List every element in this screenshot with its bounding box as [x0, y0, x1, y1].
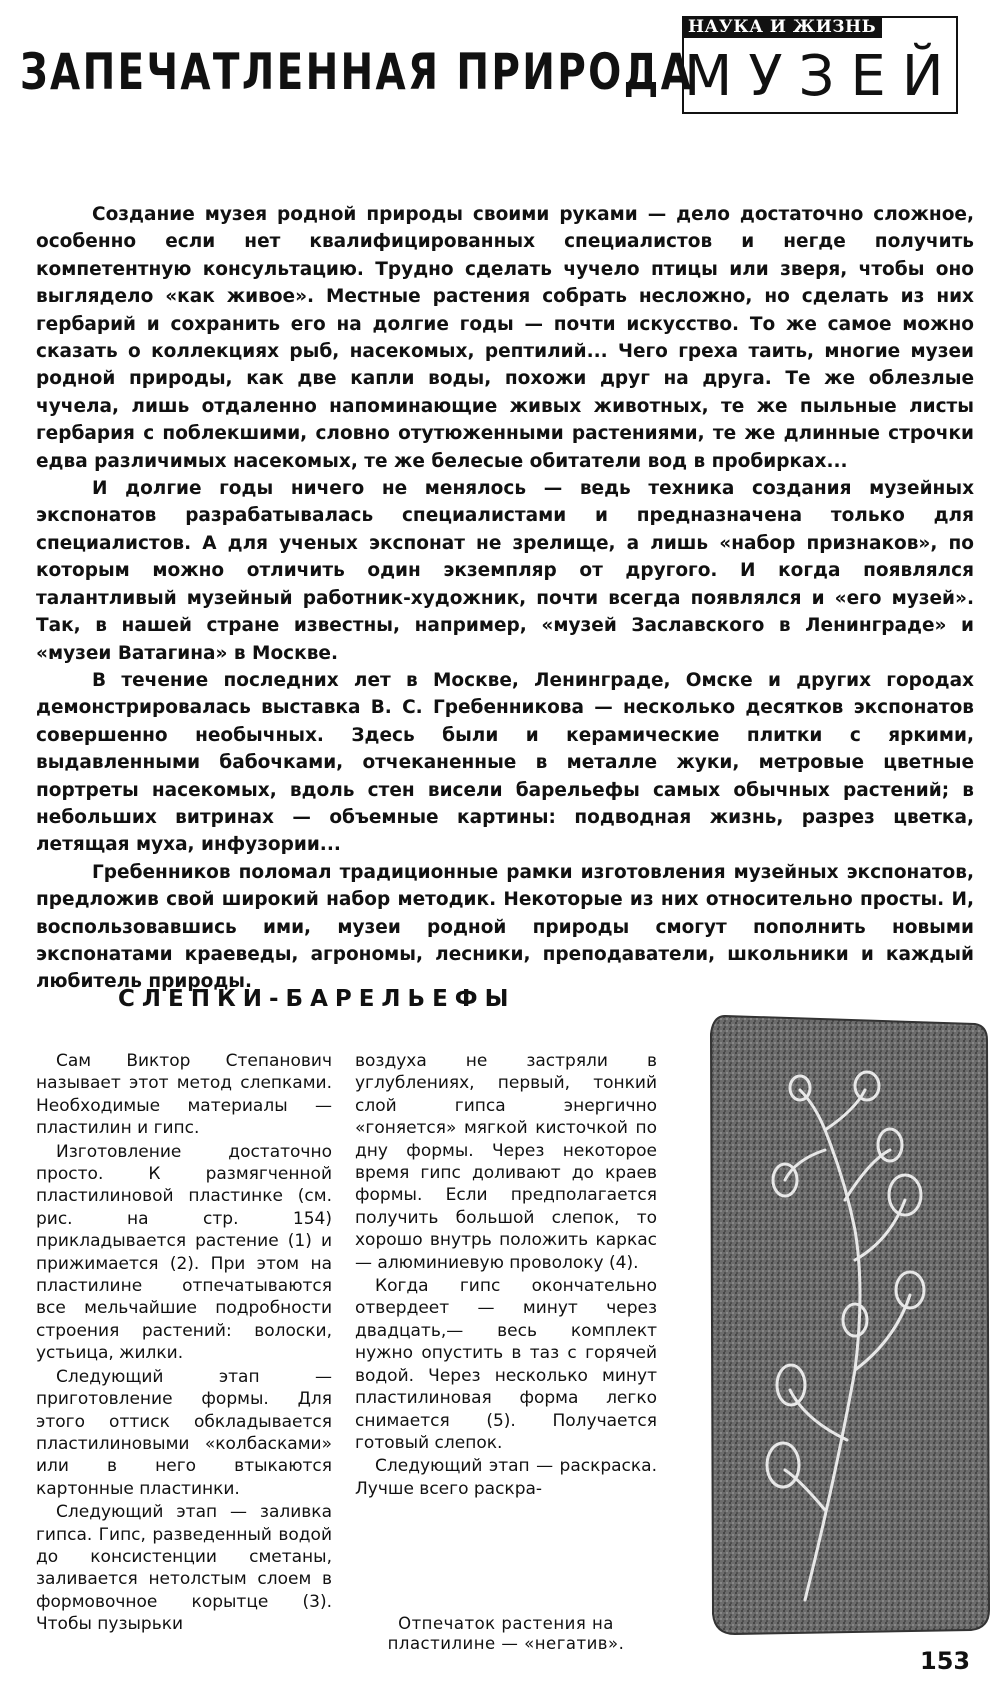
plant-imprint-photo — [705, 1010, 993, 1640]
column-paragraph: Следующий этап — приготовление формы. Для этого оттиск обкладывается пластилиновыми «колбасками» или в него втыкаются картонные пластинки. — [36, 1366, 332, 1499]
intro-text — [36, 201, 974, 996]
text-column-left — [36, 1050, 332, 1637]
magazine-tag: НАУКА И ЖИЗНЬ — [682, 16, 882, 38]
column-paragraph: Сам Виктор Степанович называет этот метод слепками. Необходимые материалы — пластилин и гипс. — [36, 1051, 332, 1139]
intro-paragraph: Создание музея родной природы своими руками — дело достаточно сложное, особенно если нет квалифицированных специалистов и негде получить компетентную консультацию. Трудно сделать чучело птицы или зверя, чтобы оно выглядело «как живое». Местные растения собрать несложно, но сделать из них гербарий и сохранить его на долгие годы — почти искусство. То же самое можно сказать о коллекциях рыб, насекомых, рептилий... Чего греха таить, многие музеи родной природы, как две капли воды, похожи друг на друга. Те же облезлые чучела, лишь отдаленно напоминающие живых животных, те же пыльные листы гербария с поблекшими, словно отутюженными растениями, те же длинные строчки едва различимых насекомых, те же белесые обитатели вод в пробирках... — [36, 204, 974, 472]
column-paragraph: Изготовление достаточно просто. К размягченной пластилиновой пластинке (см. рис. на стр. 154) прикладывается растение (1) и прижимается (2). При этом на пластилине отпечатываются все мельчайшие подробности строения растений: волоски, устьица, жилки. — [36, 1141, 332, 1364]
intro-paragraph: Гребенников поломал традиционные рамки изготовления музейных экспонатов, предложив свой широкий набор методик. Некоторые из них относительно просты. И, воспользовавшись ими, музеи родной природы смогут пополнить новыми экспонатами краеведы, агрономы, лесники, преподаватели, школьники и каждый любитель природы. — [36, 861, 974, 993]
column-paragraph: воздуха не застряли в углублениях, первый, тонкий слой гипса энергично «гоняется» мягкой кисточкой по дну формы. Через некоторое время гипс доливают до краев формы. Если предполагается получить большой слепок, то хорошо внутрь положить каркас — алюминиевую проволоку (4). — [355, 1051, 657, 1273]
photo-caption: Отпечаток растения на пластилине — «негатив». — [387, 1614, 625, 1653]
page-number: 153 — [920, 1647, 971, 1675]
rubric-box — [682, 16, 958, 114]
text-column-middle — [355, 1050, 657, 1501]
intro-paragraph: И долгие годы ничего не менялось — ведь техника создания музейных экспонатов разрабатывалась специалистами и предназначена только для специалистов. А для ученых экспонат не зрелище, а лишь «набор признаков», по которым можно отличить один экземпляр от другого. И когда появлялся талантливый музейный работник-художник, почти всегда появлялся и «его музей». Так, в нашей стране известны, например, «музей Заславского в Ленинграде» и «музеи Ватагина» в Москве. — [36, 478, 974, 664]
article-title: ЗАПЕЧАТЛЕННАЯ ПРИРОДА — [20, 43, 694, 101]
rubric-title: МУЗЕЙ — [684, 44, 960, 109]
section-heading: СЛЕПКИ-БАРЕЛЬЕФЫ — [118, 986, 516, 1012]
intro-paragraph: В течение последних лет в Москве, Ленинграде, Омске и других городах демонстрировалась выставка В. С. Гребенникова — несколько десятков экспонатов совершенно необычных. Здесь были и керамические плитки с яркими, выдавленными бабочками, отчеканенные в металле жуки, метровые цветные портреты насекомых, вдоль стен висели барельефы самых обычных растений; в небольших витринах — объемные картины: подводная жизнь, разрез цветка, летящая муха, инфузории... — [36, 669, 974, 856]
column-paragraph: Следующий этап — заливка гипса. Гипс, разведенный водой до консистенции сметаны, заливается нетолстым слоем в формовочное корытце (3). Чтобы пузырьки — [36, 1502, 332, 1635]
column-paragraph: Следующий этап — раскраска. Лучше всего раскра- — [355, 1456, 657, 1499]
column-paragraph: Когда гипс окончательно отвердеет — минут через двадцать,— весь комплект нужно опустить в таз с горячей водой. Через несколько минут пластилиновая форма легко снимается (5). Получается готовый слепок. — [355, 1276, 657, 1453]
